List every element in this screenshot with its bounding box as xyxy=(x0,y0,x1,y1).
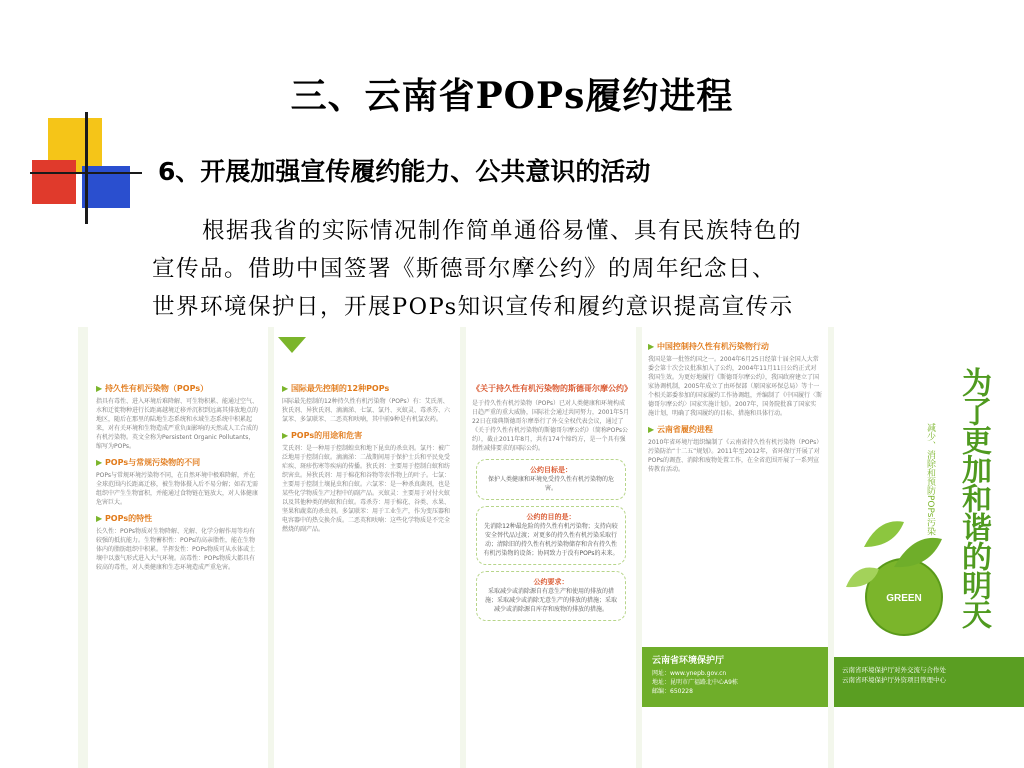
panel-heading: ▶ 云南省履约进程 xyxy=(648,424,822,435)
slide-title: 三、云南省POPs履约进程 xyxy=(290,75,734,117)
leaf-shape xyxy=(864,521,904,547)
cover-leaves-illustration xyxy=(834,477,964,637)
panel-heading: ▶ 持久性有机污染物（POPs） xyxy=(96,383,260,394)
panel-text: 2010年省环境厅组织编制了《云南省持久性有机污染物（POPs）污染防治“十二五”规划》。2011年至2012年，省环保厅开展了对POPs的调查、消除和废物处置工作，在全省范围开展了一系列宣传教育活动。 xyxy=(648,439,820,473)
org-name: 云南省环境保护厅 xyxy=(652,656,725,666)
panel-heading: ▶ POPs的特性 xyxy=(96,513,260,524)
panel-text: 艾氏剂：是一种用于控制蝗虫和地下昆虫的杀虫剂。氯丹：被广泛地用于控制白蚁。滴滴涕：二战期间用于保护士兵和平民免受疟疾、斑疹伤寒等疾病的传播。狄氏剂：主要用于控制白蚁和纺织害虫。异狄氏剂：用于棉花和谷物等农作物上的叶子。七氯：主要用于控制土壤昆虫和白蚁。六氯苯：是一种杀真菌剂，也是某些化学物质生产过程中的副产品。灭蚁灵：主要用于对付火蚁以及其他种类的蚂蚁和白蚁。毒杀芬：用于棉花、谷类、水果、坚果和蔬菜的杀虫剂。多氯联苯：用于工业生产，作为变压器和电容器中的热交换介质。二恶英和呋喃：这些化学物质是不完全燃烧的副产品。 xyxy=(282,445,451,533)
box-heading: 公约的目的是： xyxy=(526,513,576,521)
cover-side-text: 减少、消除和预防POPs污染 xyxy=(925,423,935,536)
brochure-image xyxy=(78,327,1024,768)
org-footer-band xyxy=(642,647,828,707)
convention-box-requirements xyxy=(476,571,626,621)
box-text: 采取减少或消除源自有意生产和使用的排放的措施；采取减少或消除无意生产的排放的措施；采取减少或消除源自库存和废物的排放的措施。 xyxy=(484,588,617,613)
leaf-shape xyxy=(894,538,942,567)
footer-line: 云南省环境保护厅外资项目管理中心 xyxy=(842,676,946,684)
panel-text: 长久性：POPs物质对生物降解、光解、化学分解作用等均有较强的抵抗能力。生物蓄积性：POPs的高亲脂性，能在生物体内的脂肪组织中积累。半挥发性：POPs物质可从水体或土壤中以蒸气形式进入大气环境。高毒性：POPs物质大都具有较高的毒性，对人类健康和生态环境造成严重危害。 xyxy=(96,528,255,571)
panel-heading: ▶ POPs的用途和危害 xyxy=(282,430,452,441)
box-heading: 公约要求： xyxy=(533,578,569,586)
brochure-cover xyxy=(834,327,1024,768)
box-text: 先消除12种最危险的持久性有机污染物；支持向较安全替代品过渡；对更多的持久性有机污染采取行动；清除旧的持久性有机污染物储存和含有持久性有机污染物的设备；协同致力于没有POPs的未来。 xyxy=(483,523,619,557)
box-heading: 公约目标是： xyxy=(530,466,572,474)
convention-box-goal xyxy=(476,459,626,500)
panel-text: 我国是第一批签约国之一。2004年6月25日经第十届全国人大常委会第十次会议批准加入了公约，2004年11月11日公约正式对我国生效。为更好地履行《斯德哥尔摩公约》，我国政府建立了国家协调机制，2005年成立了由环保部（原国家环保总局）等十一个相关部委参加的国家履约工作协调组，并编制了《中国履行〈斯德哥尔摩公约〉国家实施计划》。2007年，国务院批准了国家实施计划，明确了我国履约的目标、措施和具体行动。 xyxy=(648,356,823,417)
panel-text: 国际最先控制的12种持久性有机污染物（POPs）有：艾氏剂、狄氏剂、异狄氏剂、滴滴涕、七氯、氯丹、灭蚁灵、毒杀芬、六氯苯、多氯联苯、二恶英和呋喃，其中前9种是有机氯农药。 xyxy=(282,398,451,423)
body-line: 世界环境保护日，开展POPs知识宣传和履约意识提高宣传示 xyxy=(152,294,794,320)
brochure-panel-1 xyxy=(88,327,268,768)
chevron-decoration-icon xyxy=(278,337,306,353)
body-line xyxy=(152,212,924,250)
panel-heading: ▶ 国际最先控制的12种POPs xyxy=(282,383,452,394)
slide-subtitle: 6、开展加强宣传履约能力、公共意识的活动 xyxy=(158,157,651,186)
panel-text: 指具有毒性、进入环境后难降解、可生物积累、能通过空气、水和迁徙物种进行长距离越境迁移并沉积到远离其排放地点的地区，随后在那里的陆地生态系统和水域生态系统中积累起来，对有关环境和生物造成严重负面影响的天然或人工合成的有机污染物。英文全称为Persistent Organic Pollutants，缩写为POPs。 xyxy=(96,398,259,450)
vertical-line xyxy=(85,112,88,224)
body-line-text: 根据我省的实际情况制作简单通俗易懂、具有民族特色的 xyxy=(202,218,803,244)
convention-intro: 是于持久性有机污染物（POPs）已对人类健康和环境构成日趋严重的重大威胁，国际社会通过共同努力，2001年5月22日在瑞典斯德哥尔摩举行了外交全权代表会议，通过了《关于持久性有机污染物的斯德哥尔摩公约》（简称POPs公约），截止2011年8月，共有174个缔约方，是一个具有强制性减排要求的国际公约。 xyxy=(472,400,630,452)
contact-line: 邮编：650228 xyxy=(652,688,693,695)
panel-heading: ▶ POPs与常规污染物的不同 xyxy=(96,457,260,468)
cover-slogan: 为了更加和谐的明天 xyxy=(956,367,991,628)
convention-box-purpose xyxy=(476,506,626,565)
globe-label: GREEN xyxy=(886,593,922,604)
cover-footer-band xyxy=(834,657,1024,707)
red-square xyxy=(32,160,76,204)
contact-line: 地址：昆明市广福路北中心A9栋 xyxy=(652,679,738,686)
horizontal-line xyxy=(30,172,142,174)
panel-text: POPs与常规环境污染物不同，在自然环境中极难降解，并在全球范围内长距离迁移，被生物体摄入后不易分解；如若无需组织中产生生物富积，并能通过食物链在链放大，对人体健康危害巨大。 xyxy=(96,472,259,506)
decorative-corner-squares xyxy=(0,0,140,240)
contact-line: 网址：www.ynepb.gov.cn xyxy=(652,670,727,677)
brochure-panel-3 xyxy=(466,327,636,768)
box-text: 保护人类健康和环境免受持久性有机污染物的危害。 xyxy=(487,476,614,492)
panel-heading: ▶ 中国控制持久性有机污染物行动 xyxy=(648,341,822,352)
brochure-panel-2 xyxy=(274,327,460,768)
brochure-panel-4 xyxy=(642,327,828,768)
body-line: 宣传品。借助中国签署《斯德哥尔摩公约》的周年纪念日、 xyxy=(152,256,777,282)
footer-line: 云南省环境保护厅对外交流与合作处 xyxy=(842,666,946,674)
convention-title: 《关于持久性有机污染物的斯德哥尔摩公约》 xyxy=(472,384,632,393)
